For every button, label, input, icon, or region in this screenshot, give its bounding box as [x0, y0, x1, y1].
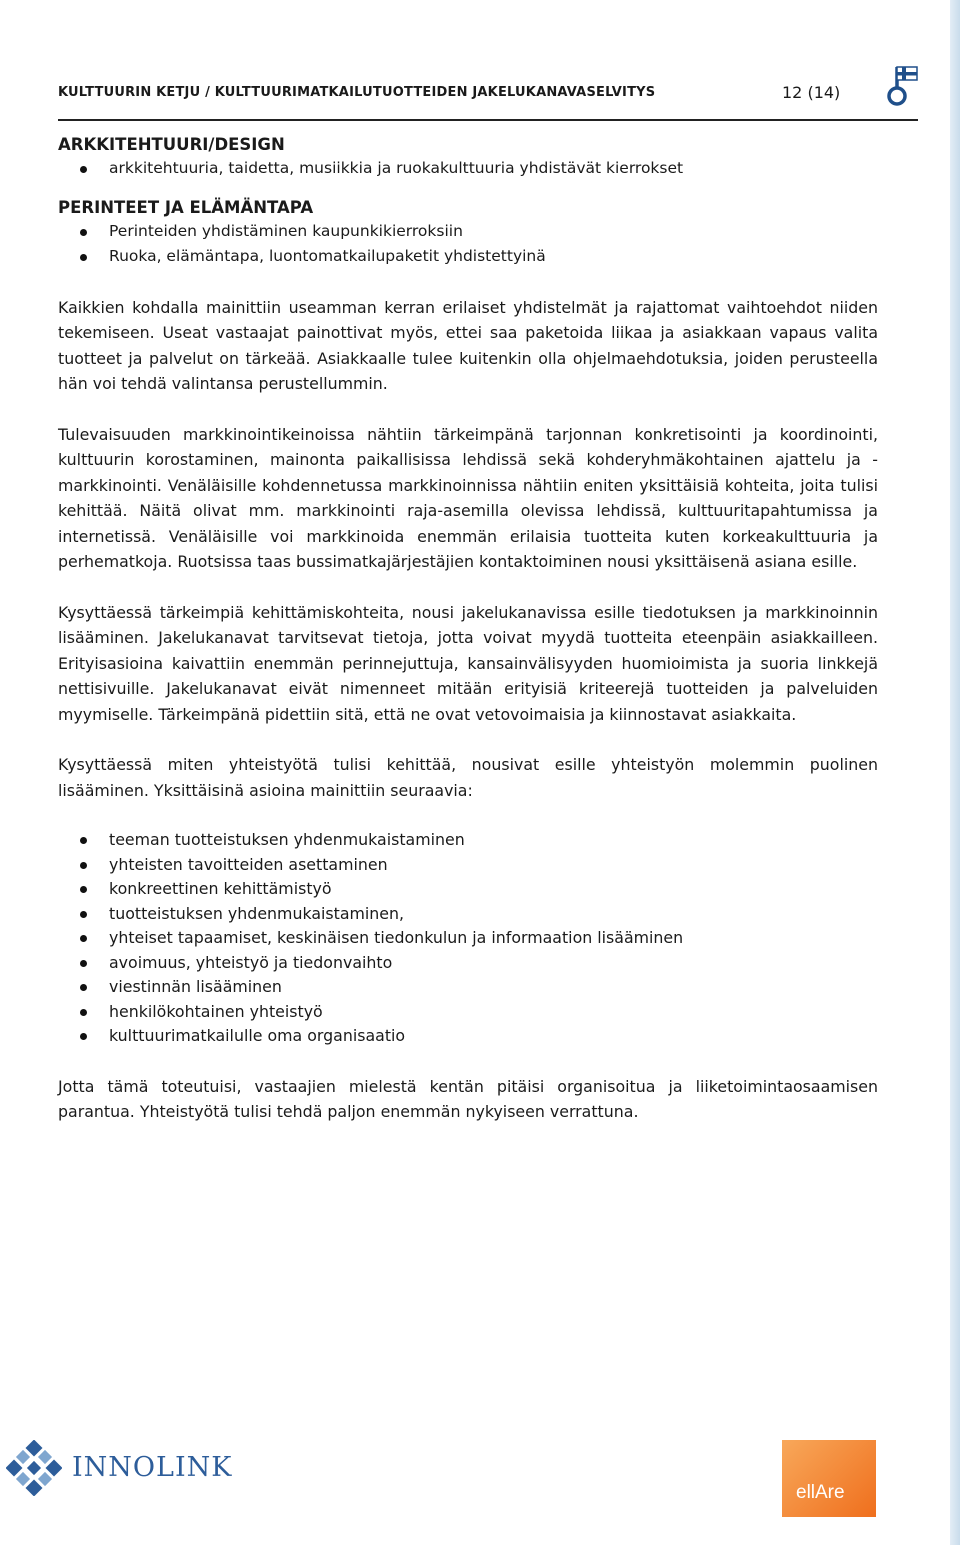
list-item: Perinteiden yhdistäminen kaupunkikierroksiin [58, 219, 878, 245]
list-item: arkkitehtuuria, taidetta, musiikkia ja ruokakulttuuria yhdistävät kierrokset [58, 156, 878, 182]
ellare-logo [782, 1440, 876, 1517]
paragraph-combinations: Kaikkien kohdalla mainittiin useamman kerran erilaiset yhdistelmät ja rajattomat vaihtoehdot niiden tekemiseen. Useat vastaajat painottivat myös, ettei saa paketoida liikaa ja asiakkaan vapaus valita tuotteet ja palvelut on tärkeää. Asiakkaalle tulee kuitenkin olla ohjelmaehdotuksia, joiden perusteella hän voi tehdä valintansa perustellummin. [58, 297, 878, 393]
section-heading-architecture: ARKKITEHTUURI/DESIGN [58, 135, 285, 154]
page-number: 12 (14) [782, 83, 841, 102]
traditions-list [58, 219, 878, 270]
list-item: avoimuus, yhteistyö ja tiedonvaihto [58, 951, 878, 976]
header-title: KULTTUURIN KETJU / KULTTUURIMATKAILUTUOTTEIDEN JAKELUKANAVASELVITYS [58, 85, 656, 100]
paragraph-marketing: Tulevaisuuden markkinointikeinoissa nähtiin tärkeimpänä tarjonnan konkretisointi ja koordinointi, kulttuurin korostaminen, mainonta paikallisissa lehdissä sekä kohderyhmäkohtainen ajattelu ja -markkinointi. Venäläisille kohdennetussa markkinoinnissa nähtiin eniten yksittäisiä kohteita, joita tulisi kehittää. Näitä olivat mm. markkinointi raja-asemilla olevissa lehdissä, kulttuuritapahtumissa ja internetissä. Venäläisille voi markkinoida enemmän erilaisia tuotteita kuten korkeakulttuuria ja perhematkoja. Ruotsissa taas bussimatkajärjestäjien kontaktoiminen nousi yksittäisenä asiana esille. [58, 424, 878, 571]
finnish-flag-key-logo [882, 63, 922, 107]
innolink-wordmark: INNOLINK [72, 1452, 233, 1483]
list-item: Ruoka, elämäntapa, luontomatkailupaketit yhdistettyinä [58, 244, 878, 270]
innolink-emblem-icon [6, 1440, 62, 1496]
ellare-wordmark: ellAre [796, 1482, 845, 1503]
list-item: konkreettinen kehittämistyö [58, 877, 878, 902]
list-item: tuotteistuksen yhdenmukaistaminen, [58, 902, 878, 927]
page-header [58, 85, 918, 121]
section-heading-traditions: PERINTEET JA ELÄMÄNTAPA [58, 197, 314, 217]
list-item: yhteisten tavoitteiden asettaminen [58, 853, 878, 878]
paragraph-cooperation: Kysyttäessä miten yhteistyötä tulisi kehittää, nousivat esille yhteistyön molemmin puolinen lisääminen. Yksittäisinä asioina mainittiin seuraavia: [58, 755, 878, 800]
paragraph-development: Kysyttäessä tärkeimpiä kehittämiskohteita, nousi jakelukanavissa esille tiedotuksen ja markkinoinnin lisääminen. Jakelukanavat tarvitsevat tietoja, jotta voivat myydä tuotteita eteenpäin asiakkailleen. Erityisasioina kaivattiin enemmän perinnejuttuja, kansainvälisyyden huomioimista ja suoria linkkejä nettisivuille. Jakelukanavat eivät nimenneet mitään erityisiä kriteerejä tuotteiden ja palveluiden myymiselle. Tärkeimpänä pidettiin sitä, että ne ovat vetovoimaisia ja kiinnostavat asiakkaita. [58, 602, 878, 724]
list-item: viestinnän lisääminen [58, 975, 878, 1000]
innolink-logo [6, 1438, 236, 1498]
list-item: yhteiset tapaamiset, keskinäisen tiedonkulun ja informaation lisääminen [58, 926, 878, 951]
list-item: henkilökohtainen yhteistyö [58, 1000, 878, 1025]
paragraph-closing: Jotta tämä toteutuisi, vastaajien mielestä kentän pitäisi organisoitua ja liiketoimintaosaamisen parantua. Yhteistyötä tulisi tehdä paljon enemmän nykyiseen verrattuna. [58, 1076, 878, 1121]
list-item: teeman tuotteistuksen yhdenmukaistaminen [58, 828, 878, 853]
page-edge-decoration [950, 0, 960, 1545]
document-body [58, 134, 878, 1125]
architecture-list [58, 156, 878, 182]
cooperation-list [58, 828, 878, 1049]
list-item: kulttuurimatkailulle oma organisaatio [58, 1024, 878, 1049]
